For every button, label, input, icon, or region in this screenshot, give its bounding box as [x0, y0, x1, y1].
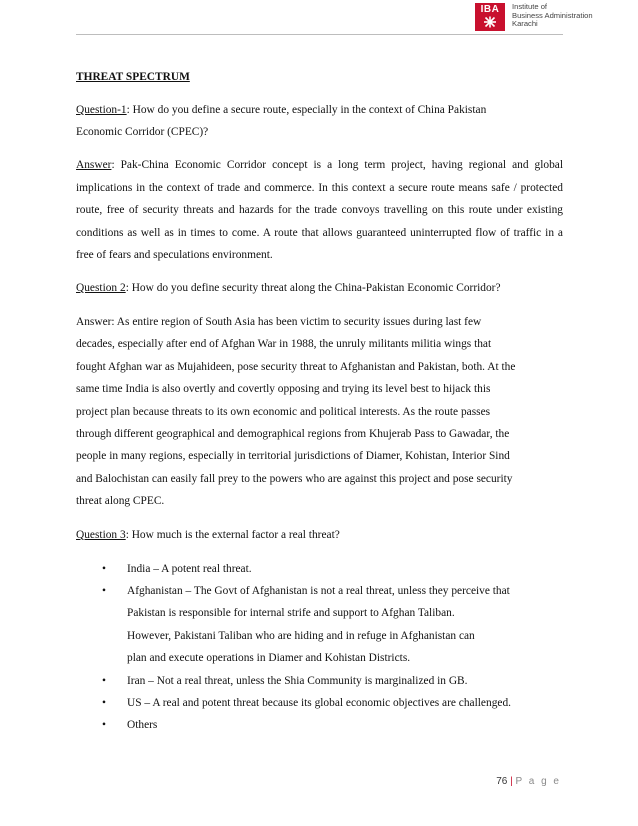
institute-line: Karachi	[512, 19, 538, 28]
iba-logo-badge	[475, 3, 505, 31]
list-item	[76, 714, 563, 736]
section-title: THREAT SPECTRUM	[76, 71, 190, 83]
answer-2-line: decades, especially after end of Afghan War in 1988, the unruly militants militia wings that	[76, 338, 492, 351]
document-body	[76, 70, 563, 737]
question-2-label: Question 2	[76, 281, 126, 294]
list-item-text: Iran – Not a real threat, unless the Shia Community is marginalized in GB.	[127, 674, 468, 687]
question-3	[76, 524, 563, 546]
list-item	[76, 558, 563, 580]
answer-2-line: fought Afghan war as Mujahideen, pose security threat to Afghanistan and Pakistan, both. At the	[76, 360, 516, 373]
answer-2	[76, 311, 563, 513]
list-item-text: Others	[127, 719, 158, 732]
page-number: 76	[496, 776, 508, 787]
bullet-icon: •	[102, 674, 106, 687]
page-footer	[496, 776, 561, 787]
answer-2-line: Answer: As entire region of South Asia has been victim to security issues during last few	[76, 315, 482, 328]
answer-1	[76, 154, 563, 267]
institute-line: Institute of	[512, 2, 548, 11]
answer-1-text: : Pak-China Economic Corridor concept is a long term project, having regional and global implications in the context of trade and commerce. In this context a secure route means safe / protected route, free of security threats and hazards for the trade convoys travelling on this route under existing conditions as well as in times to come. A route that allows guaranteed uninterrupted flow of traffic in a free of fears and speculations environment.	[76, 159, 563, 262]
question-2-text: : How do you define security threat along the China-Pakistan Economic Corridor?	[125, 281, 501, 294]
question-1-text: : How do you define a secure route, especially in the context of China Pakistan	[126, 104, 487, 116]
list-item-continuation: However, Pakistani Taliban who are hiding and in refuge in Afghanistan can	[127, 629, 475, 642]
question-1-label: Question-1	[76, 104, 127, 116]
logo-abbreviation: IBA	[480, 4, 500, 15]
list-item	[76, 580, 563, 602]
list-item-text: India – A potent real threat.	[127, 562, 252, 575]
list-item-continuation: plan and execute operations in Diamer and Kohistan Districts.	[127, 652, 411, 665]
iba-emblem-icon	[483, 16, 497, 28]
institute-line: Business Administration	[512, 10, 593, 20]
institute-name	[512, 3, 593, 29]
list-item	[76, 670, 563, 692]
answer-2-line: people in many regions, especially in territorial jurisdictions of Diamer, Kohistan, Interior Sind	[76, 450, 510, 463]
bullet-icon: •	[102, 697, 106, 710]
list-item-text: Afghanistan – The Govt of Afghanistan is not a real threat, unless they perceive that	[127, 585, 510, 598]
question-3-label: Question 3	[76, 528, 126, 541]
page-separator: |	[510, 776, 513, 787]
bullet-icon: •	[102, 719, 106, 732]
page-label: P a g e	[515, 776, 561, 787]
question-3-text: : How much is the external factor a real threat?	[125, 528, 340, 541]
question-1	[76, 99, 563, 143]
answer-2-line: and Balochistan can easily fall prey to the powers who are against this project and pose security	[76, 472, 513, 485]
question-2	[76, 277, 563, 299]
bullet-icon: •	[102, 562, 106, 575]
list-item	[76, 692, 563, 714]
answer-1-label: Answer	[76, 159, 112, 171]
iba-logo	[475, 3, 593, 31]
question-1-text-cont: Economic Corridor (CPEC)?	[76, 126, 209, 138]
answer-2-line: project plan because threats to its own economic and political interests. As the route passes	[76, 405, 491, 418]
answer-2-line: same time India is also overtly and covertly opposing and trying its level best to hijack this	[76, 383, 491, 396]
threat-list	[76, 558, 563, 737]
list-item-text: US – A real and potent threat because its global economic objectives are challenged.	[127, 697, 511, 710]
bullet-icon: •	[102, 585, 106, 598]
header-divider	[76, 34, 563, 35]
answer-2-line: through different geographical and demographical regions from Khujerab Pass to Gawadar, the	[76, 428, 510, 440]
answer-2-line: threat along CPEC.	[76, 495, 165, 508]
list-item-continuation: Pakistan is responsible for internal strife and support to Afghan Taliban.	[127, 607, 455, 620]
